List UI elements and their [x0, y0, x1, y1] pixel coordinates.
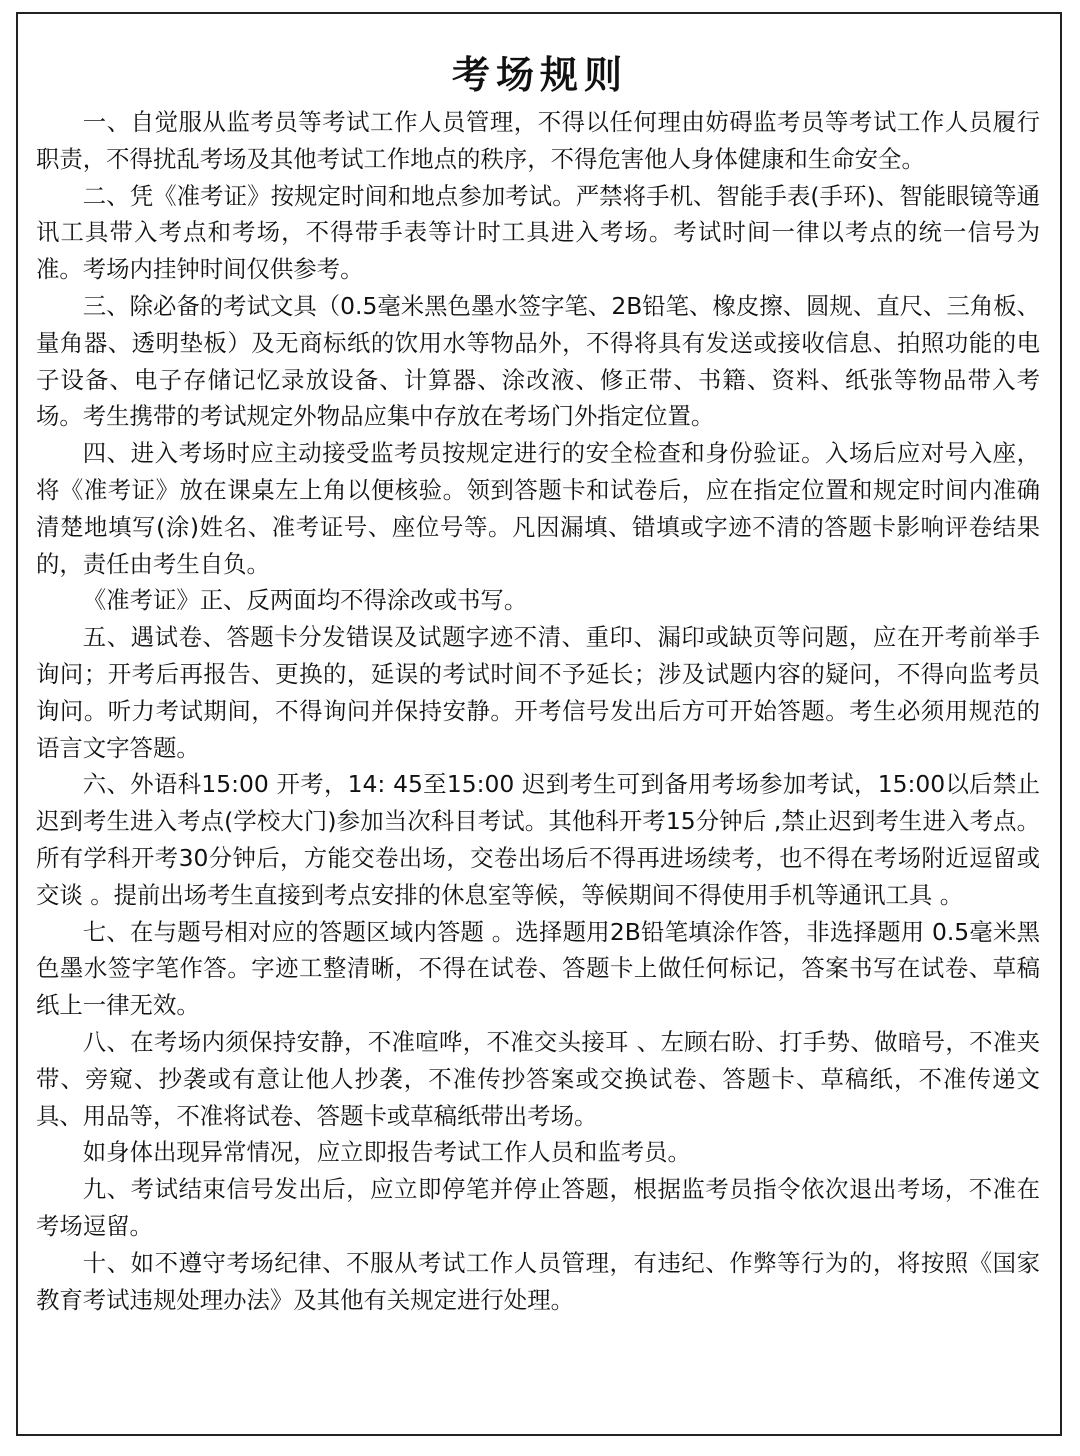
rule-paragraph-7: 七、在与题号相对应的答题区域内答题 。选择题用2B铅笔填涂作答，非选择题用 0.5毫米黑色墨水签字笔作答。字迹工整清晰，不得在试卷、答题卡上做任何标记，答案书写在试卷、草稿纸上一律无效。: [36, 917, 1040, 1020]
rule-paragraph-9: 九、考试结束信号发出后，应立即停笔并停止答题，根据监考员指令依次退出考场，不准在考场逗留。: [36, 1175, 1040, 1240]
rule-paragraph-8: 八、在考场内须保持安静，不准喧哗，不准交头接耳 、左顾右盼、打手势、做暗号，不准夹带、旁窥、抄袭或有意让他人抄袭，不准传抄答案或交换试卷、答题卡、草稿纸，不准传递文具、用品等，不准将试卷、答题卡或草稿纸带出考场。: [36, 1027, 1040, 1130]
rule-paragraph-8-note: 如身体出现异常情况，应立即报告考试工作人员和监考员。: [82, 1138, 691, 1167]
rule-paragraph-5: 五、遇试卷、答题卡分发错误及试题字迹不清、重印、漏印或缺页等问题，应在开考前举手询问；开考后再报告、更换的，延误的考试时间不予延长；涉及试题内容的疑问，不得向监考员询问。听力考试期间，不得询问并保持安静。开考信号发出后方可开始答题。考生必须用规范的语言文字答题。: [36, 623, 1040, 762]
rule-paragraph-10: 十、如不遵守考场纪律、不服从考试工作人员管理，有违纪、作弊等行为的，将按照《国家教育考试违规处理办法》及其他有关规定进行处理。: [36, 1248, 1040, 1314]
rule-paragraph-6: 六、外语科15:00 开考，14: 45至15:00 迟到考生可到备用考场参加考试，15:00以后禁止迟到考生进入考点(学校大门)参加当次科目考试。其他科开考15分钟后 ,禁止迟到考生进入考点。所有学科开考30分钟后，方能交卷出场，交卷出场后不得再进场续考，也不得在考场附近逗留或交谈 。提前出场考生直接到考点安排的休息室等候，等候期间不得使用手机等通讯工具 。: [36, 770, 1040, 909]
rule-paragraph-4-note: 《准考证》正、反两面均不得涂改或书写。: [82, 586, 528, 615]
document-title: 考场规则: [451, 53, 628, 97]
rule-paragraph-3: 三、除必备的考试文具（0.5毫米黑色墨水签字笔、2B铅笔、橡皮擦、圆规、直尺、三角板、量角器、透明垫板）及无商标纸的饮用水等物品外，不得将具有发送或接收信息、拍照功能的电子设备、电子存储记忆录放设备、计算器、涂改液、修正带、书籍、资料、纸张等物品带入考场。考生携带的考试规定外物品应集中存放在考场门外指定位置。: [36, 291, 1040, 431]
rule-paragraph-1: 一、自觉服从监考员等考试工作人员管理，不得以任何理由妨碍监考员等考试工作人员履行职责，不得扰乱考场及其他考试工作地点的秩序，不得危害他人身体健康和生命安全。: [36, 108, 1040, 173]
rule-paragraph-2: 二、凭《准考证》按规定时间和地点参加考试。严禁将手机、智能手表(手环)、智能眼镜等通讯工具带入考点和考场，不得带手表等计时工具进入考场。考试时间一律以考点的统一信号为准。考场内挂钟时间仅供参考。: [36, 181, 1040, 284]
document-body: [36, 104, 1040, 1318]
rule-paragraph-4: 四、进入考场时应主动接受监考员按规定进行的安全检查和身份验证。入场后应对号入座，将《准考证》放在课桌左上角以便核验。领到答题卡和试卷后，应在指定位置和规定时间内准确清楚地填写(涂)姓名、准考证号、座位号等。凡因漏填、错填或字迹不清的答题卡影响评卷结果的，责任由考生自负。: [36, 439, 1040, 578]
